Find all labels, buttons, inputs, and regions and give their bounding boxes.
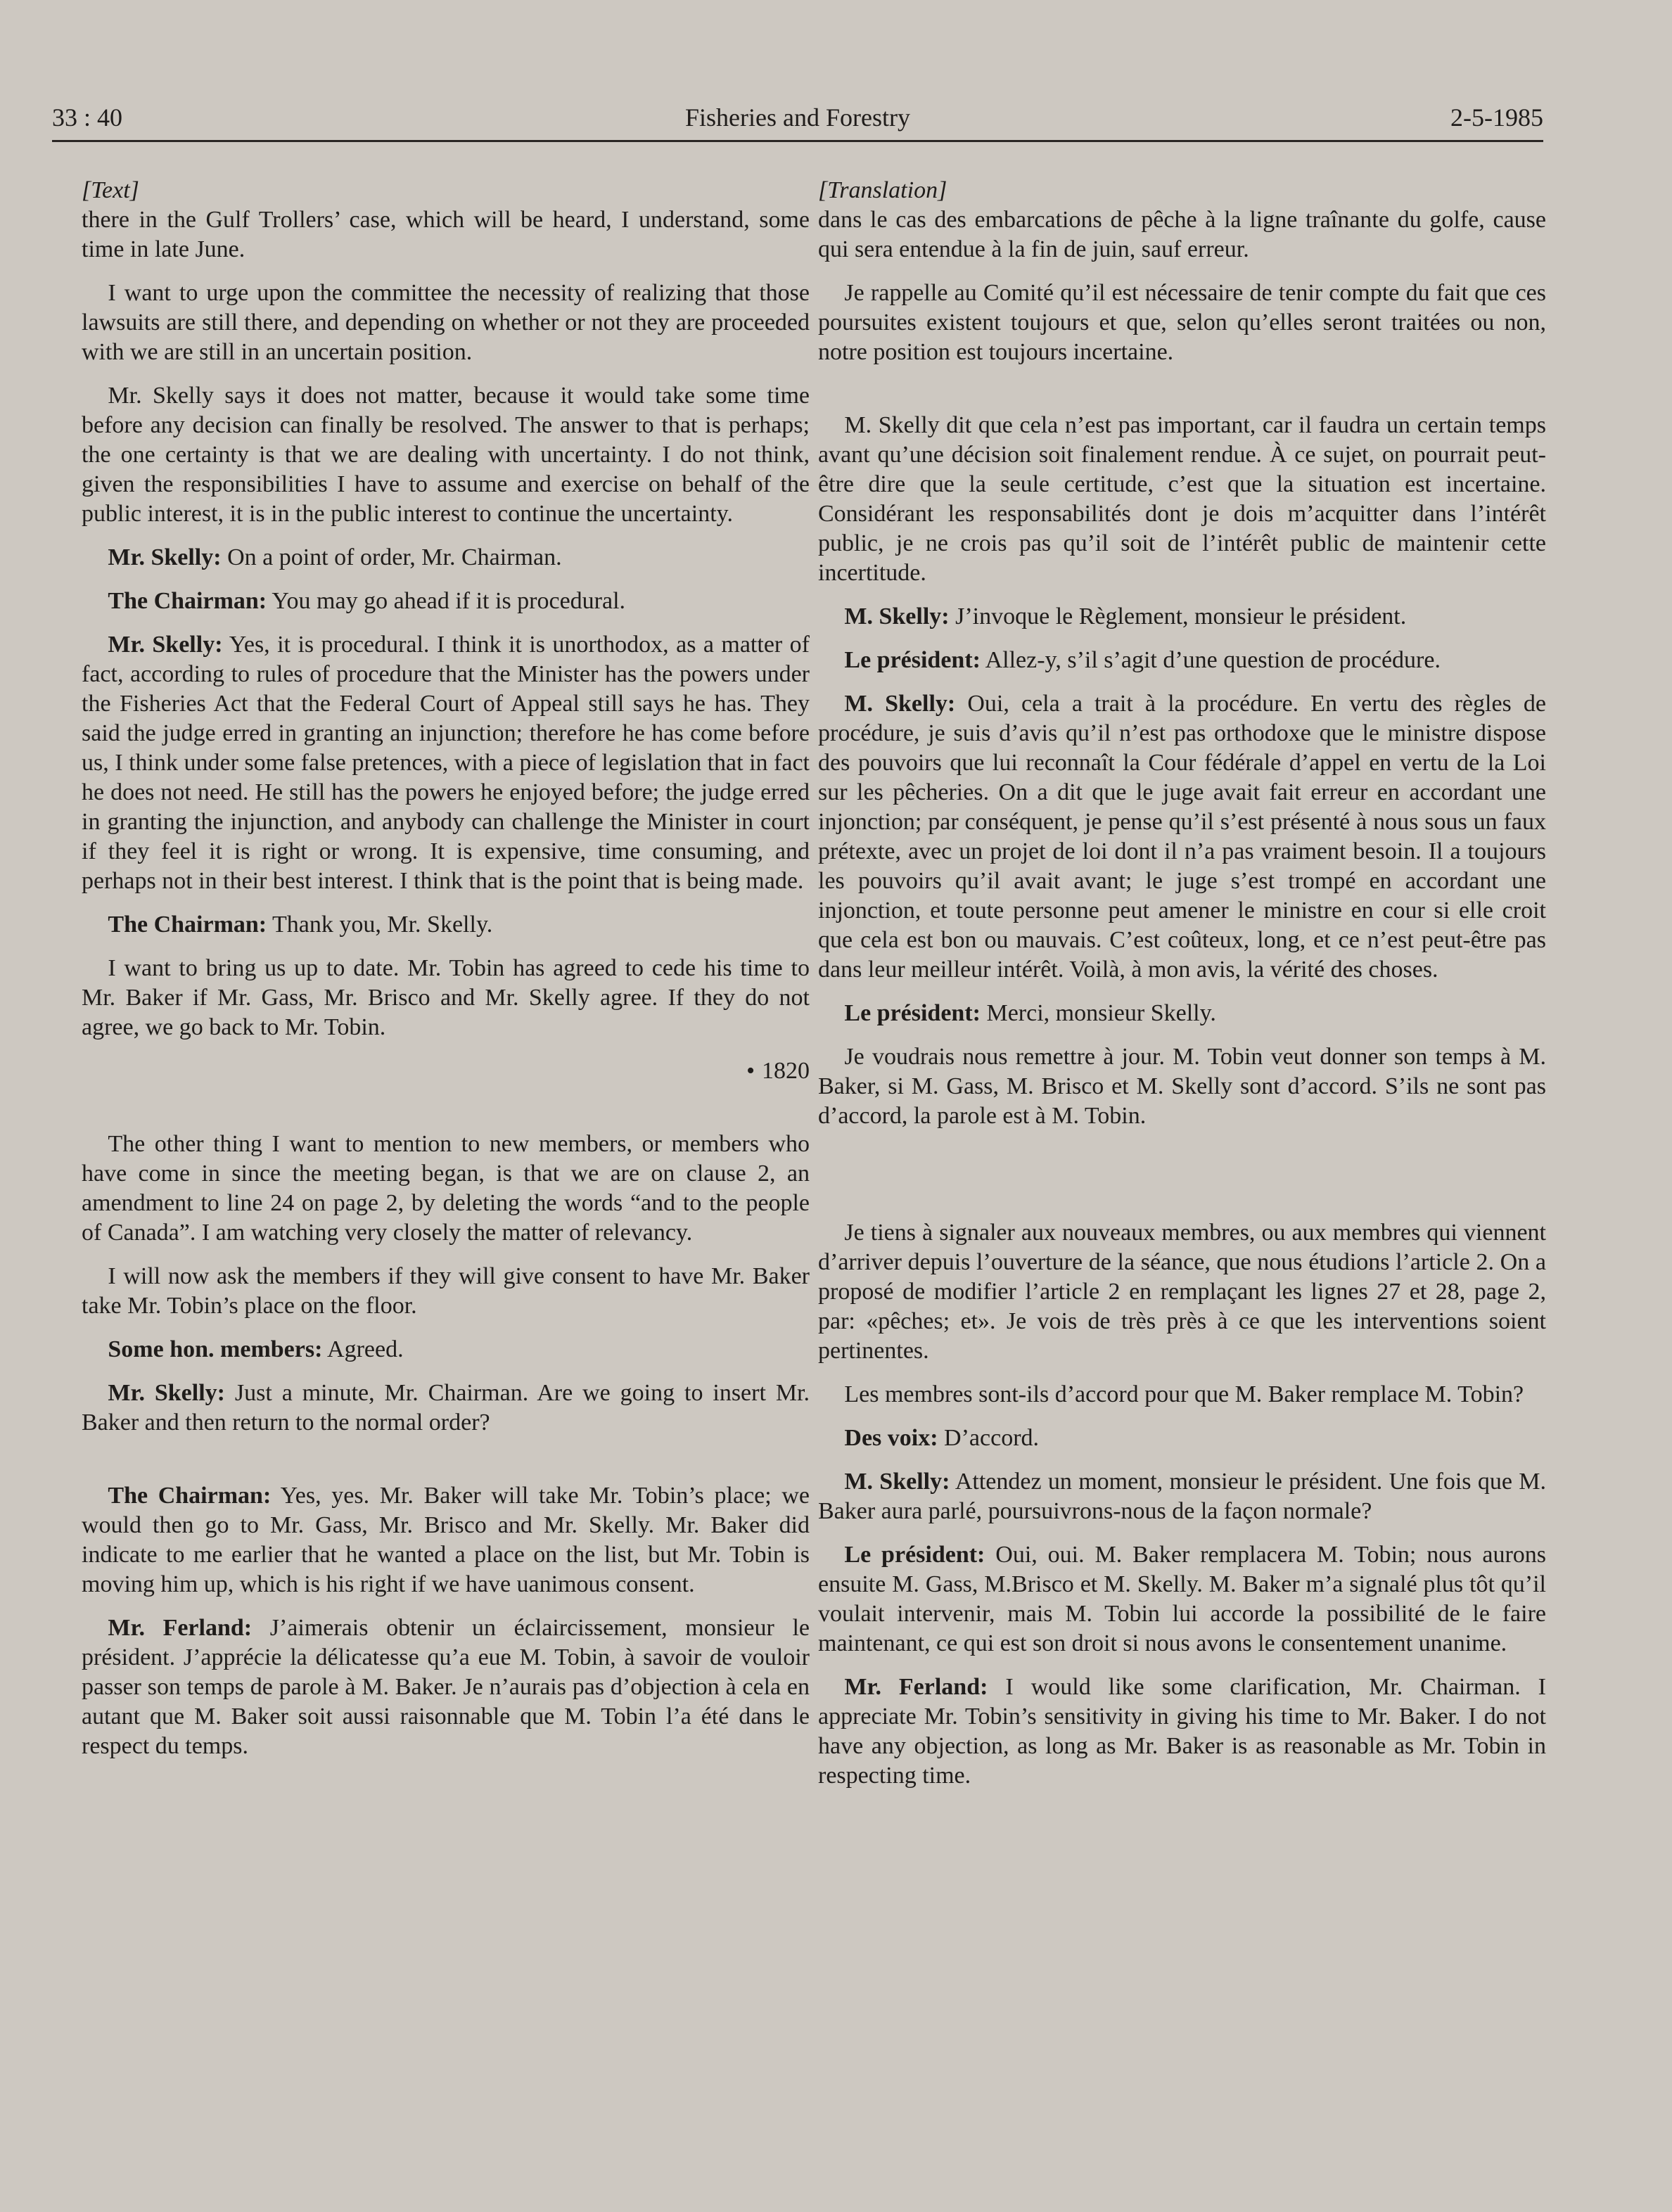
header-date: 2-5-1985 [1450, 103, 1543, 132]
speech [82, 910, 810, 940]
speech-text: J’invoque le Règlement, monsieur le président. [955, 603, 1407, 629]
speech-text: Merci, monsieur Skelly. [986, 1000, 1216, 1026]
speaker: Des voix: [844, 1425, 938, 1451]
speaker: The Chairman: [108, 912, 267, 938]
speech-text: Agreed. [327, 1336, 404, 1362]
speech [82, 587, 810, 616]
text-marker: [Text] [82, 177, 139, 203]
time-value: 1820 [762, 1058, 810, 1084]
speaker: Some hon. members: [108, 1336, 323, 1362]
speaker: M. Skelly: [844, 603, 950, 629]
page-number: 33 : 40 [52, 103, 123, 132]
paragraph: M. Skelly dit que cela n’est pas important, car il faudra un certain temps avant qu’une décision soit finalement rendue. À ce sujet, on pourrait peut-être dire que la seule certitude, c’est que la situation est incertaine. Considérant les responsabilités dont je dois m’acquitter dans l’intérêt public, je ne crois pas qu’il soit de l’intérêt public de maintenir cette incertitude. [818, 412, 1546, 586]
speaker: Le président: [844, 1542, 985, 1568]
speech-text: Yes, it is procedural. I think it is unorthodox, as a matter of fact, according to rules of procedure that the Minister has the powers under the Fisheries Act that the Federal Court of Appeal still says he has. They said the judge erred in granting an injunction; therefore he has come before us, I think under some false pretences, with a piece of legislation that in fact he does not need. He still has the powers he enjoyed before; the judge erred in granting the injunction, and anybody can challenge the Minister in court if they feel it is right or wrong. It is expensive, time consuming, and perhaps not in their best interest. I think that is the point that is being made. [82, 632, 810, 894]
paragraph: Je tiens à signaler aux nouveaux membres, ou aux membres qui viennent d’arriver depuis l’ouverture de la séance, que nous étudions l’article 2. On a proposé de modifier l’article 2 en remplaçant les lignes 27 et 28, page 2, par: «pêches; et». Je vois de très près à ce que les interventions soient pertinentes. [818, 1220, 1546, 1364]
paragraph: I will now ask the members if they will give consent to have Mr. Baker take Mr. Tobin’s place on the floor. [82, 1263, 810, 1319]
header-rule [52, 140, 1543, 142]
speaker: Mr. Ferland: [844, 1674, 988, 1700]
speaker: Mr. Skelly: [108, 1380, 225, 1406]
translation-marker: [Translation] [818, 177, 947, 203]
speech-text: You may go ahead if it is procedural. [272, 588, 626, 614]
speaker: M. Skelly: [844, 691, 956, 717]
speech [818, 1424, 1546, 1453]
speech [82, 1613, 810, 1761]
speaker: Le président: [844, 647, 981, 673]
paragraph: The other thing I want to mention to new members, or members who have come in since the meeting began, is that we are on clause 2, an amendment to line 24 on page 2, by deleting the words “and to the people of Canada”. I am watching very closely the matter of relevancy. [82, 1131, 810, 1246]
speech-text: Thank you, Mr. Skelly. [272, 912, 493, 938]
paragraph: I want to bring us up to date. Mr. Tobin has agreed to cede his time to Mr. Baker if Mr. Gass, Mr. Brisco and Mr. Skelly agree. If they do not agree, we go back to Mr. Tobin. [82, 955, 810, 1040]
paragraph: I want to urge upon the committee the necessity of realizing that those lawsuits are still there, and depending on whether or not they are proceeded with we are still in an uncertain position. [82, 280, 810, 365]
paragraph: there in the Gulf Trollers’ case, which will be heard, I understand, some time in late June. [82, 207, 810, 262]
speech [82, 1481, 810, 1599]
speech-text: D’accord. [944, 1425, 1040, 1451]
speech [818, 1673, 1546, 1791]
paragraph: Je rappelle au Comité qu’il est nécessaire de tenir compte du fait que ces poursuites existent toujours et que, selon qu’elles seront traitées ou non, notre position est toujours incertaine. [818, 280, 1546, 365]
speech-text: Attendez un moment, monsieur le président. Une fois que M. Baker aura parlé, poursuivrons-nous de la façon normale? [818, 1469, 1546, 1524]
speech-text: J’aimerais obtenir un éclaircissement, monsieur le président. J’apprécie la délicatesse qu’a eue M. Tobin, à savoir de vouloir passer son temps de parole à M. Baker. Je n’aurais pas d’objection à cela en autant que M. Baker soit aussi raisonnable que M. Tobin l’a été dans le respect du temps. [82, 1615, 810, 1759]
speech [818, 1467, 1546, 1526]
speech-text: Just a minute, Mr. Chairman. Are we going to insert Mr. Baker and then return to the normal order? [82, 1380, 810, 1436]
running-title: Fisheries and Forestry [685, 103, 910, 132]
speech-text: Yes, yes. Mr. Baker will take Mr. Tobin’s place; we would then go to Mr. Gass, Mr. Brisco and Mr. Skelly. Mr. Baker did indicate to me earlier that he wanted a place on the list, but Mr. Tobin is moving him up, which is his right if we have uanimous consent. [82, 1483, 810, 1597]
speech-text: On a point of order, Mr. Chairman. [227, 544, 562, 570]
speech [818, 602, 1546, 632]
speech [82, 1379, 810, 1438]
speaker: M. Skelly: [844, 1469, 950, 1495]
speech-text: Oui, cela a trait à la procédure. En vertu des règles de procédure, je suis d’avis qu’il n’est pas orthodoxe que le ministre dispose des pouvoirs que lui reconnaît la Cour fédérale d’appel en vertu de la Loi sur les pêcheries. On a dit que le juge avait fait erreur en accordant une injonction; par conséquent, je pense qu’il s’est présenté à nous sous un faux prétexte, avec un projet de loi dont il n’a pas vraiment besoin. Il a toujours les pouvoirs qu’il avait avant; le juge s’est trompé en accordant une injonction, et toute personne peut amener le ministre en cour si elle croit que cela est bon ou mauvais. C’est coûteux, long, et ce n’est peut-être pas dans leur meilleur intérêt. Voilà, à mon avis, la vérité des choses. [818, 691, 1546, 983]
speaker: Mr. Ferland: [108, 1615, 253, 1641]
speech [818, 689, 1546, 985]
speaker: Le président: [844, 1000, 981, 1026]
speech-text: Allez-y, s’il s’agit d’une question de procédure. [985, 647, 1441, 673]
english-column [82, 176, 810, 1761]
paragraph: Les membres sont-ils d’accord pour que M. Baker remplace M. Tobin? [844, 1381, 1524, 1407]
speech [818, 1540, 1546, 1658]
speaker: The Chairman: [108, 1483, 272, 1509]
paragraph: Je voudrais nous remettre à jour. M. Tobin veut donner son temps à M. Baker, si M. Gass, M. Brisco et M. Skelly sont d’accord. S’ils ne sont pas d’accord, la parole est à M. Tobin. [818, 1044, 1546, 1129]
bullet-icon: • [746, 1058, 755, 1084]
french-column [818, 176, 1546, 1791]
speech [82, 543, 810, 573]
speech [818, 646, 1546, 675]
time-stamp [82, 1056, 810, 1086]
page-header [52, 103, 1543, 139]
paragraph: dans le cas des embarcations de pêche à la ligne traînante du golfe, cause qui sera entendue à la fin de juin, sauf erreur. [818, 207, 1546, 262]
speech-text: Oui, oui. M. Baker remplacera M. Tobin; nous aurons ensuite M. Gass, M.Brisco et M. Skelly. M. Baker m’a signalé plus tôt qu’il voulait intervenir, mais M. Tobin lui accorde la possibilité de le faire maintenant, ce qui est son droit si nous avons le consentement unanime. [818, 1542, 1546, 1656]
speaker: Mr. Skelly: [108, 544, 222, 570]
speaker: The Chairman: [108, 588, 267, 614]
speaker: Mr. Skelly: [108, 632, 223, 658]
speech [82, 630, 810, 896]
speech-text: I would like some clarification, Mr. Chairman. I appreciate Mr. Tobin’s sensitivity in giving his time to Mr. Baker. I do not have any objection, as long as Mr. Baker is as reasonable as Mr. Tobin in respecting time. [818, 1674, 1547, 1789]
speech [82, 1335, 810, 1364]
speech [818, 999, 1546, 1028]
paragraph: Mr. Skelly says it does not matter, because it would take some time before any decision can finally be resolved. The answer to that is perhaps; the one certainty is that we are dealing with uncertainty. I do not think, given the responsibilities I have to assume and exercise on behalf of the public interest, it is in the public interest to continue the uncertainty. [82, 383, 810, 527]
